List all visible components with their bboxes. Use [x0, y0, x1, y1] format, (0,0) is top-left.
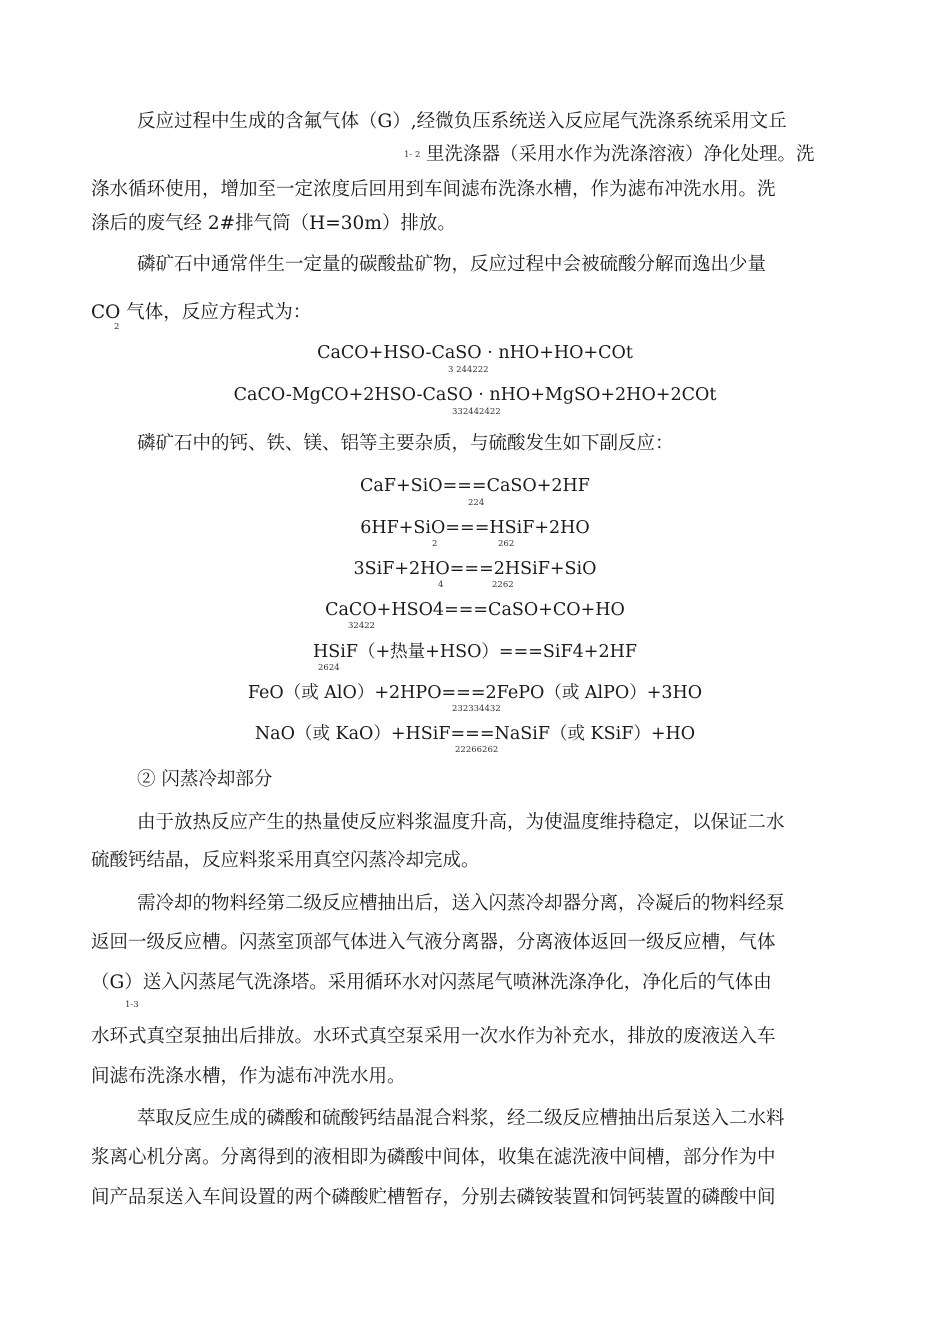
side-reaction-2: 6HF+SiO===HSiF+2HO [360, 518, 590, 538]
side-reaction-3-subscript-a: 4 [438, 580, 444, 590]
side-reaction-2-subscript-b: 262 [498, 539, 515, 549]
side-reaction-4: CaCO+HSO4===CaSO+CO+HO [325, 600, 625, 620]
paragraph-2-subscript: 2 [114, 322, 120, 332]
side-reaction-3-subscript-b: 2262 [492, 580, 514, 590]
side-reaction-6: FeO（或 AlO）+2HPO===2FePO（或 AlPO）+3HO [247, 683, 703, 703]
side-reaction-1: CaF+SiO===CaSO+2HF [360, 476, 590, 496]
equation-1-subscript: 3 244222 [448, 365, 489, 375]
paragraph-6-line-2: 浆离心机分离。分离得到的液相即为磷酸中间体，收集在滤洗液中间槽，部分作为中 [91, 1147, 776, 1168]
paragraph-6-line-3: 间产品泵送入车间设置的两个磷酸贮槽暂存，分别去磷铵装置和饲钙装置的磷酸中间 [91, 1187, 776, 1208]
paragraph-1-subscript: 1- 2 [404, 150, 421, 160]
side-reaction-4-subscript: 32422 [348, 621, 376, 631]
paragraph-2-line-1: 磷矿石中通常伴生一定量的碳酸盐矿物，反应过程中会被硫酸分解而逸出少量 [137, 254, 767, 275]
paragraph-1-line-3: 涤水循环使用，增加至一定浓度后回用到车间滤布洗涤水槽，作为滤布冲洗水用。洗 [91, 179, 776, 200]
side-reaction-5: HSiF（+热量+HSO）===SiF4+2HF [313, 642, 637, 662]
side-reaction-1-subscript: 224 [468, 498, 485, 508]
paragraph-5-subscript: 1-3 [125, 1000, 139, 1010]
paragraph-5-line-2: 返回一级反应槽。闪蒸室顶部气体进入气液分离器，分离液体返回一级反应槽，气体 [91, 932, 776, 953]
side-reaction-2-subscript-a: 2 [432, 539, 438, 549]
paragraph-1-line-1: 反应过程中生成的含氟气体（G）,经微负压系统送入反应尾气洗涤系统采用文丘 [137, 111, 787, 132]
side-reaction-6-subscript: 232334432 [452, 704, 501, 714]
side-reaction-7: NaO（或 KaO）+HSiF===NaSiF（或 KSiF）+HO [254, 724, 696, 744]
side-reaction-5-subscript: 2624 [318, 663, 340, 673]
equation-2: CaCO-MgCO+2HSO-CaSO · nHO+MgSO+2HO+2COt [233, 385, 717, 405]
paragraph-5-line-3: （G）送入闪蒸尾气洗涤塔。采用循环水对闪蒸尾气喷淋洗涤净化，净化后的气体由 [91, 972, 772, 993]
paragraph-6-line-1: 萃取反应生成的磷酸和硫酸钙结晶混合料浆，经二级反应槽抽出后泵送入二水料 [137, 1108, 785, 1129]
paragraph-5-line-1: 需冷却的物料经第二级反应槽抽出后，送入闪蒸冷却器分离，冷凝后的物料经泵 [137, 893, 785, 914]
paragraph-5-line-4: 水环式真空泵抽出后排放。水环式真空泵采用一次水作为补充水，排放的废液送入车 [91, 1026, 776, 1047]
paragraph-4-line-2: 硫酸钙结晶，反应料浆采用真空闪蒸冷却完成。 [91, 850, 480, 871]
paragraph-5-line-5: 间滤布洗涤水槽，作为滤布冲洗水用。 [91, 1066, 406, 1087]
side-reaction-3: 3SiF+2HO===2HSiF+SiO [353, 559, 597, 579]
paragraph-4-line-1: 由于放热反应产生的热量使反应料浆温度升高，为使温度维持稳定，以保证二水 [137, 812, 785, 833]
side-reaction-7-subscript: 22266262 [455, 745, 499, 755]
paragraph-2-line-2: CO 气体，反应方程式为： [91, 302, 312, 323]
section-heading: ② 闪蒸冷却部分 [137, 769, 273, 790]
paragraph-1-line-4: 涤后的废气经 2#排气筒（H=30m）排放。 [91, 213, 456, 234]
equation-1: CaCO+HSO-CaSO · nHO+HO+COt [317, 343, 633, 363]
paragraph-3-line-1: 磷矿石中的钙、铁、镁、铝等主要杂质，与硫酸发生如下副反应： [137, 433, 674, 454]
paragraph-1-line-2: 里洗涤器（采用水作为洗涤溶液）净化处理。洗 [426, 144, 815, 165]
equation-2-subscript: 332442422 [452, 407, 501, 417]
